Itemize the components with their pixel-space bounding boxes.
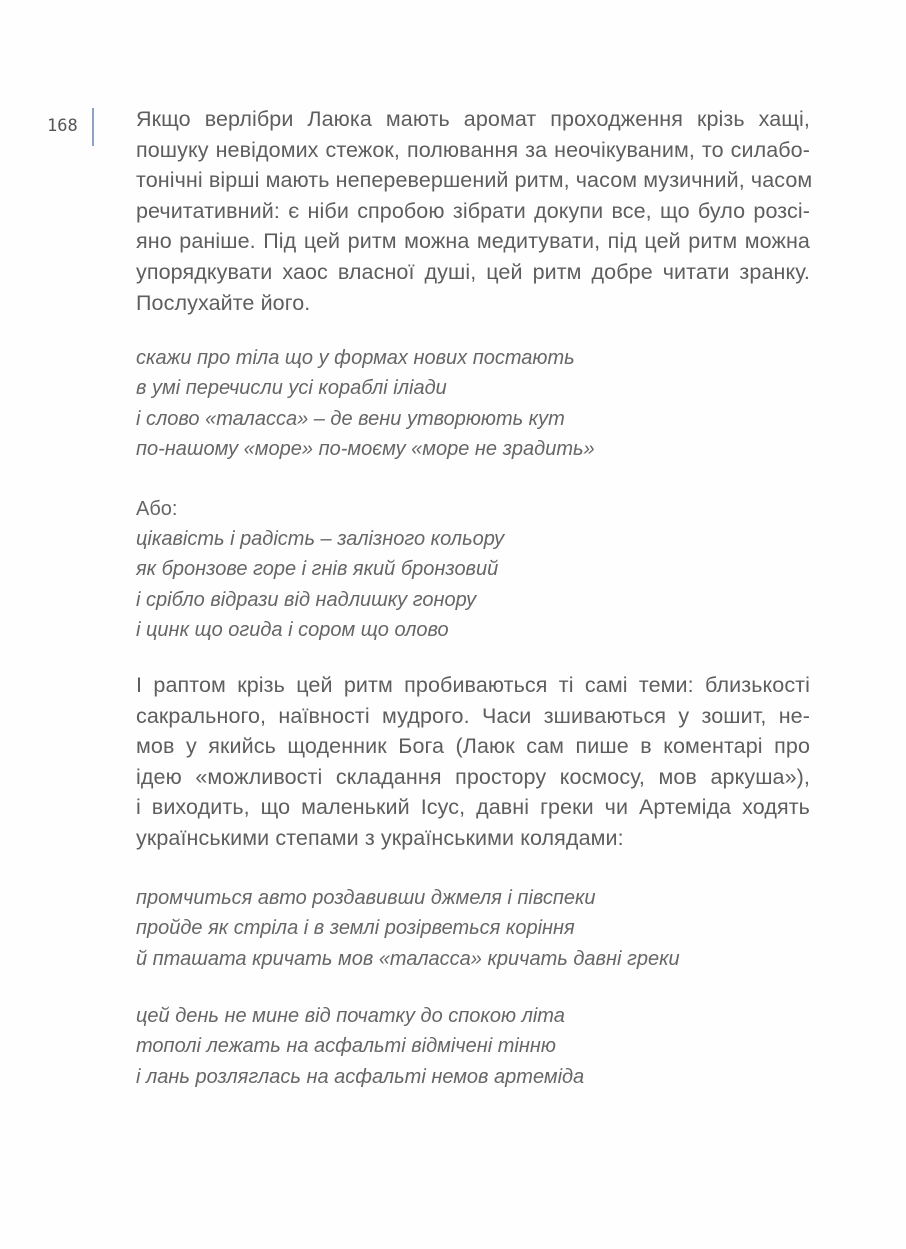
paragraph-line: Якщо верлібри Лаюка мають аромат проходження крізь хащі, bbox=[136, 107, 810, 131]
verse-line: промчиться авто роздавивши джмеля і півспеки bbox=[136, 887, 596, 909]
paragraph-line: і виходить, що маленький Ісус, давні греки чи Артеміда ходять bbox=[136, 795, 810, 820]
verse-line: цей день не мине від початку до спокою літа bbox=[136, 1005, 565, 1027]
paragraph-line: тонічні вірші мають неперевершений ритм, часом музичний, часом bbox=[136, 168, 813, 193]
paragraph-line: упорядкувати хаос власної душі, цей ритм добре читати зранку. bbox=[136, 259, 810, 284]
verse-quote-4 bbox=[136, 1001, 584, 1092]
paragraph-line: мов у якийсь щоденник Бога (Лаюк сам пише в коментарі про bbox=[136, 734, 810, 759]
page-number-divider bbox=[92, 108, 94, 146]
paragraph-line: сакрального, наївності мудрого. Часи зшиваються у зошит, не- bbox=[136, 703, 810, 728]
verse-line: як бронзове горе і гнів який бронзовий bbox=[136, 558, 499, 581]
verse-line: тополі лежать на асфальті відмічені тінню bbox=[136, 1035, 556, 1058]
paragraph-line: речитативний: є ніби спробою зібрати докупи все, що було розсі- bbox=[136, 198, 810, 223]
verse-line: і слово «таласса» – де вени утворюють кут bbox=[136, 407, 565, 430]
paragraph-line: яно раніше. Під цей ритм можна медитувати, під цей ритм можна bbox=[136, 229, 810, 254]
verse-line: й пташата кричать мов «таласса» кричать давні греки bbox=[136, 947, 680, 970]
verse-line: пройде як стріла і в землі розірветься коріння bbox=[136, 917, 575, 940]
paragraph-line: українськими степами з українськими колядами: bbox=[136, 825, 624, 850]
verse-line: по-нашому «море» по-моєму «море не зрадить» bbox=[136, 438, 595, 461]
verse-line: і цинк що огида і сором що олово bbox=[136, 619, 449, 642]
paragraph-intro bbox=[136, 104, 813, 318]
verse-line: скажи про тіла що у формах нових постають bbox=[136, 347, 575, 369]
or-label: Або: bbox=[136, 498, 178, 520]
paragraph-line: ідею «можливості складання простору космосу, мов аркуша»), bbox=[136, 764, 810, 789]
verse-quote-1 bbox=[136, 343, 595, 465]
verse-line: цікавість і радість – залізного кольору bbox=[136, 528, 505, 550]
page-number: 168 bbox=[47, 116, 78, 136]
verse-quote-3 bbox=[136, 883, 680, 974]
paragraph-line: І раптом крізь цей ритм пробиваються ті самі теми: близькості bbox=[136, 673, 810, 697]
verse-line: і лань розляглась на асфальті немов артеміда bbox=[136, 1065, 585, 1088]
verse-line: в умі перечисли усі кораблі іліади bbox=[136, 377, 447, 400]
paragraph-line: Послухайте його. bbox=[136, 290, 311, 315]
verse-line: і срібло відрази від надлишку гонору bbox=[136, 588, 477, 611]
verse-quote-2 bbox=[136, 524, 504, 646]
paragraph-themes bbox=[136, 670, 810, 854]
paragraph-line: пошуку невідомих стежок, полювання за неочікуваним, то силабо- bbox=[136, 137, 810, 162]
